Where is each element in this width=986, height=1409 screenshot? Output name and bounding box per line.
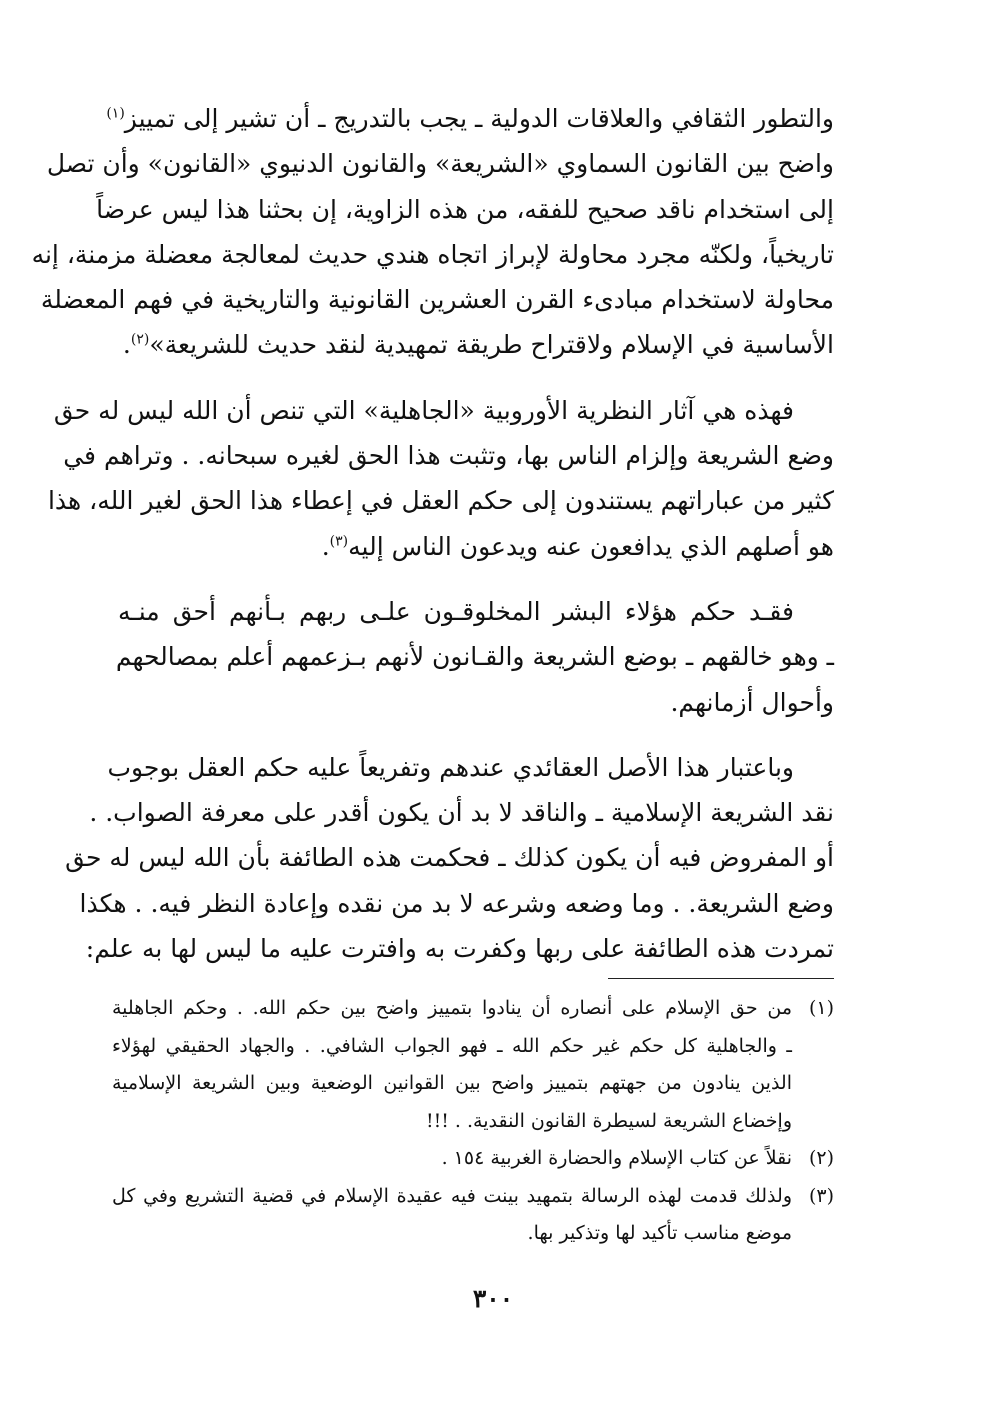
text-line: كثير من عباراتهم يستندون إلى حكم العقل في إعطاء هذا الحق لغير الله، هذا <box>47 486 834 516</box>
footnote-number: (٣) <box>808 1184 834 1207</box>
text-line <box>118 589 834 634</box>
footnote-1 <box>112 990 834 1140</box>
line-text: فقـد حكم هؤلاء البشر المخلوقـون علـى ربهم بـأنهم أحق منـه <box>118 596 794 626</box>
paragraph-1 <box>31 96 834 368</box>
end-punctuation: . <box>321 531 330 561</box>
footnote-ref-2[interactable]: (٢) <box>130 332 150 349</box>
text-line <box>107 745 834 790</box>
text-line: إلى استخدام ناقد صحيح للفقه، من هذه الزاوية، إن بحثنا هذا ليس عرضاً <box>96 194 834 224</box>
text-line: تاريخياً، ولكنّه مجرد محاولة لإبراز اتجاه هندي حديث لمعالجة معضلة مزمنة، إنه <box>31 239 834 269</box>
page-number: ٣٠٠ <box>472 1284 514 1313</box>
text-line <box>118 322 834 367</box>
paragraph-2 <box>47 388 834 569</box>
footnotes-section <box>112 990 834 1253</box>
text-line <box>106 96 834 141</box>
text-line: محاولة لاستخدام مبادىء القرن العشرين القانونية والتاريخية في فهم المعضلة <box>40 285 834 315</box>
footnote-3 <box>112 1178 834 1253</box>
line-text: هو أصلهم الذي يدافعون عنه ويدعون الناس إليه <box>348 531 834 561</box>
text-line: وضع الشريعة. . وما وضعه وشرعه لا بد من نقده وإعادة النظر فيه. . هكذا <box>79 888 834 918</box>
footnote-line: موضع مناسب تأكيد لها وتذكير بها. <box>527 1222 792 1244</box>
text-line: ـ وهو خالقهم ـ بوضع الشريعة والقـانون لأنهم بـزعمهم أعلم بمصالحهم <box>115 642 834 672</box>
text-line: نقد الشريعة الإسلامية ـ والناقد لا بد أن يكون أقدر على معرفة الصواب. . <box>89 798 834 828</box>
footnote-line: وإخضاع الشريعة لسيطرة القانون النقدية. . !!! <box>425 1109 792 1132</box>
footnote-line: نقلاً عن كتاب الإسلام والحضارة الغربية ١٥٤ . <box>441 1147 792 1169</box>
text-line: تمردت هذه الطائفة على ربها وكفرت به وافترت عليه ما ليس لها به علم: <box>85 934 834 964</box>
footnote-number: (١) <box>808 997 834 1019</box>
text-line: واضح بين القانون السماوي «الشريعة» والقانون الدنيوي «القانون» وأن تصل <box>46 149 834 179</box>
footnote-separator <box>608 978 834 979</box>
footnote-line: الذين ينادون من جهتهم بتمييز واضح بين القوانين الوضعية وبين الشريعة الإسلامية <box>112 1072 792 1094</box>
text-line: وضع الشريعة وإلزام الناس بها، وتثبت هذا الحق لغيره سبحانه. . وتراهم في <box>63 441 834 471</box>
footnote-2 <box>112 1140 834 1178</box>
main-text <box>31 96 834 991</box>
paragraph-3 <box>115 589 834 725</box>
line-text: والتطور الثقافي والعلاقات الدولية ـ يجب بالتدريج ـ أن تشير إلى تمييز <box>124 104 834 133</box>
text-line: أو المفروض فيه أن يكون كذلك ـ فحكمت هذه الطائفة بأن الله ليس له حق <box>65 843 834 873</box>
footnote-line: ولذلك قدمت لهذه الرسالة بتمهيد بينت فيه عقيدة الإسلام في قضية التشريع وفي كل <box>112 1184 792 1207</box>
line-text: وباعتبار هذا الأصل العقائدي عندهم وتفريعاً عليه حكم العقل بوجوب <box>107 752 794 782</box>
footnote-ref-1[interactable]: (١) <box>106 105 125 122</box>
text-line <box>118 524 834 569</box>
line-text: الأساسية في الإسلام ولاقتراح طريقة تمهيدية لنقد حديث للشريعة» <box>149 330 834 360</box>
footnote-number: (٢) <box>808 1147 834 1169</box>
end-punctuation: . <box>122 330 131 360</box>
line-text: فهذه هي آثار النظرية الأوروبية «الجاهلية» التي تنص أن الله ليس له حق <box>53 395 794 425</box>
paragraph-4 <box>65 745 834 971</box>
text-line <box>53 388 834 433</box>
footnote-line: ـ والجاهلية كل حكم غير حكم الله ـ فهو الجواب الشافي. . والجهاد الحقيقي لهؤلاء <box>112 1034 792 1057</box>
footnote-ref-3[interactable]: (٣) <box>329 533 349 550</box>
footnote-line: من حق الإسلام على أنصاره أن ينادوا بتمييز واضح بين حكم الله. . وحكم الجاهلية <box>112 997 792 1019</box>
text-line: وأحوال أزمانهم. <box>670 687 834 717</box>
